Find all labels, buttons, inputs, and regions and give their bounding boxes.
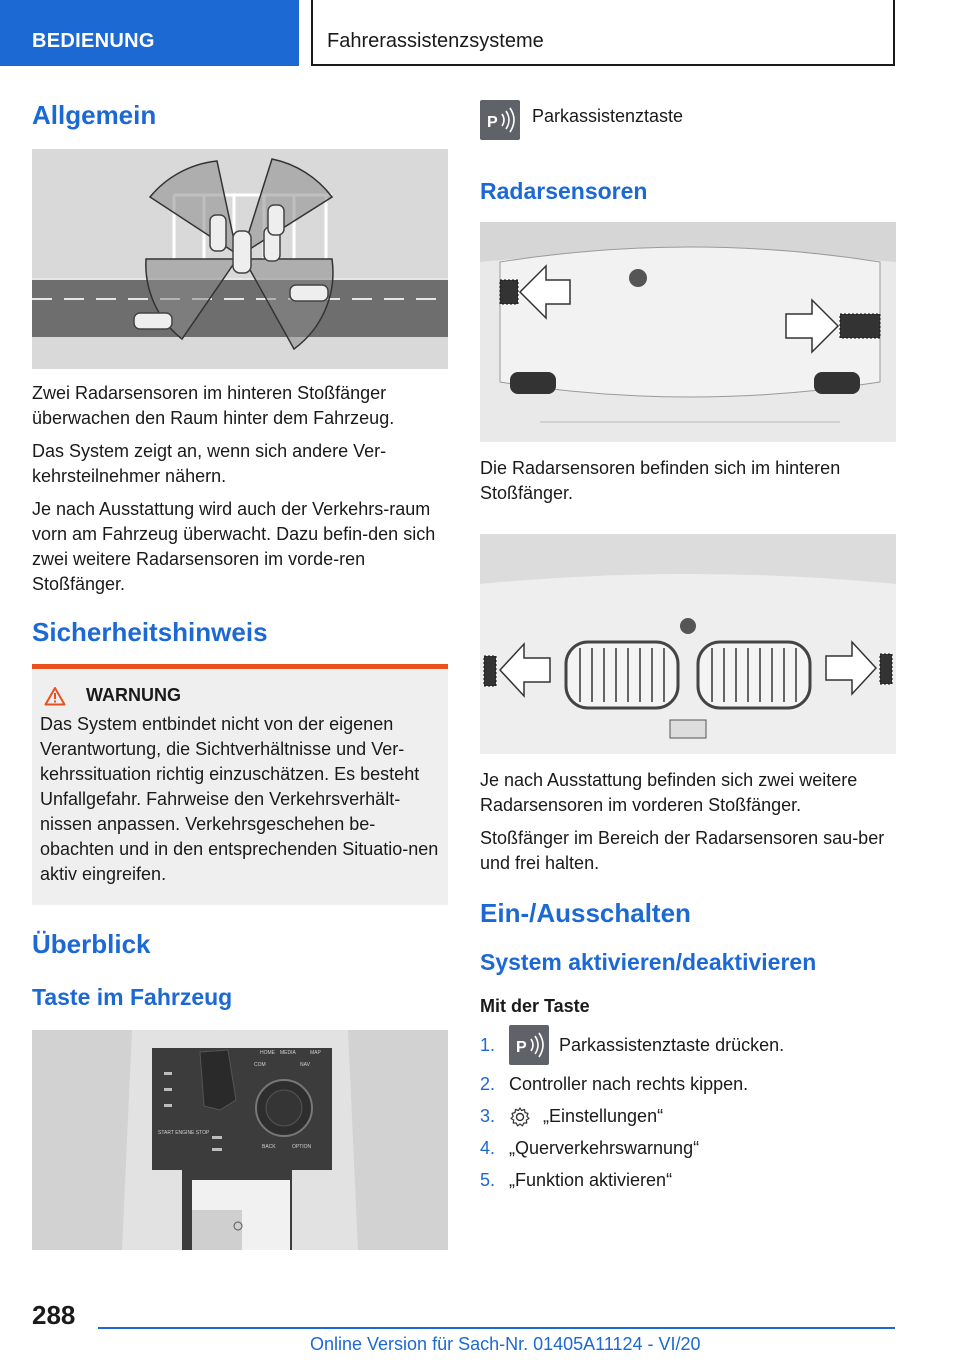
step-number: 5. [480,1170,496,1191]
cross-traffic-diagram [32,149,448,369]
paragraph: Je nach Ausstattung wird auch der Verkehrs-raum vorn am Fahrzeug überwacht. Dazu befin-den sich zwei weitere Radarsensoren im vorde-ren Stoßfänger. [32,499,436,594]
heading-button-in-vehicle: Taste im Fahrzeug [32,984,233,1011]
paragraph: Das System zeigt an, wenn sich andere Ver-kehrsteilnehmer nähern. [32,441,387,486]
heading-activate: System aktivieren/deaktivieren [480,948,817,975]
with-button-label: Mit der Taste [480,996,590,1017]
console-label-home: HOME [260,1049,275,1056]
list-item [480,1025,896,1065]
warning-box [32,664,448,905]
list-item [480,1136,896,1161]
heading-radar: Radarsensoren [480,178,648,204]
step-text: Controller nach rechts kippen. [509,1074,749,1095]
console-label-back: BACK [262,1143,276,1150]
console-label-media: MEDIA [280,1049,296,1056]
list-item [480,1168,896,1193]
console-label-nav: NAV [300,1061,310,1068]
console-label-start: START ENGINE STOP [158,1129,210,1136]
paragraph: Je nach Ausstattung befinden sich zwei weitere Radarsensoren im vorderen Stoßfänger. [480,769,858,815]
park-assist-button-label: Parkassistenztaste [532,106,684,126]
left-column [32,100,448,1250]
chapter-header [311,0,895,66]
park-assist-icon [509,1025,549,1065]
footer-text: Online Version für Sach-Nr. 01405A11124 - VI/20 [310,1334,701,1354]
console-label-map: MAP [310,1049,321,1056]
park-assist-button-legend [480,100,896,148]
heading-overview: Überblick [32,929,151,960]
warning-header [40,685,440,706]
list-item [480,1104,896,1129]
center-console-image [32,1030,448,1250]
section-title: BEDIENUNG [32,30,155,52]
step-number: 4. [480,1138,496,1159]
step-list [480,1025,896,1193]
heading-general: Allgemein [32,100,157,130]
section-tab [0,0,299,66]
console-label-com: COM [254,1061,266,1068]
console-label-option: OPTION [292,1143,312,1150]
step-text: Parkassistenztaste drücken. [559,1034,785,1055]
warning-triangle-icon [44,686,66,706]
heading-safety: Sicherheitshinweis [32,617,268,647]
paragraph: Zwei Radarsensoren im hinteren Stoßfänger überwachen den Raum hinter dem Fahrzeug. [32,383,395,428]
svg-text:P: P [487,114,498,131]
step-number: 1. [480,1034,496,1055]
right-column [480,100,896,1200]
step-number: 3. [480,1106,496,1127]
park-assist-icon [480,100,520,140]
svg-text:P: P [516,1039,527,1057]
heading-on-off: Ein-/Ausschalten [480,897,691,928]
step-text: „Querverkehrswarnung“ [509,1138,700,1159]
list-item [480,1072,896,1097]
paragraph: Stoßfänger im Bereich der Radarsensoren sau-ber und frei halten. [480,827,885,873]
step-text: „Einstellungen“ [543,1106,664,1127]
chapter-title: Fahrerassistenzsysteme [327,30,544,52]
warning-text: Das System entbindet nicht von der eigenen Verantwortung, die Sichtverhältnisse und Ver-kehrssituation richtig einzuschätzen. Es besteht Unfallgefahr. Fahrweise den Verkehrsverhält-nissen anpassen. Verkehrsgeschehen be-obachten und in den entsprechenden Situatio-nen aktiv eingreifen. [40,714,439,885]
gear-icon [509,1106,531,1128]
footer-divider [98,1327,895,1329]
paragraph: Die Radarsensoren befinden sich im hinteren Stoßfänger. [480,457,841,503]
front-bumper-image [480,534,896,754]
step-text: „Funktion aktivieren“ [509,1170,673,1191]
warning-title: WARNUNG [86,685,181,706]
step-number: 2. [480,1074,496,1095]
page-number: 288 [32,1300,76,1330]
rear-bumper-image [480,222,896,442]
